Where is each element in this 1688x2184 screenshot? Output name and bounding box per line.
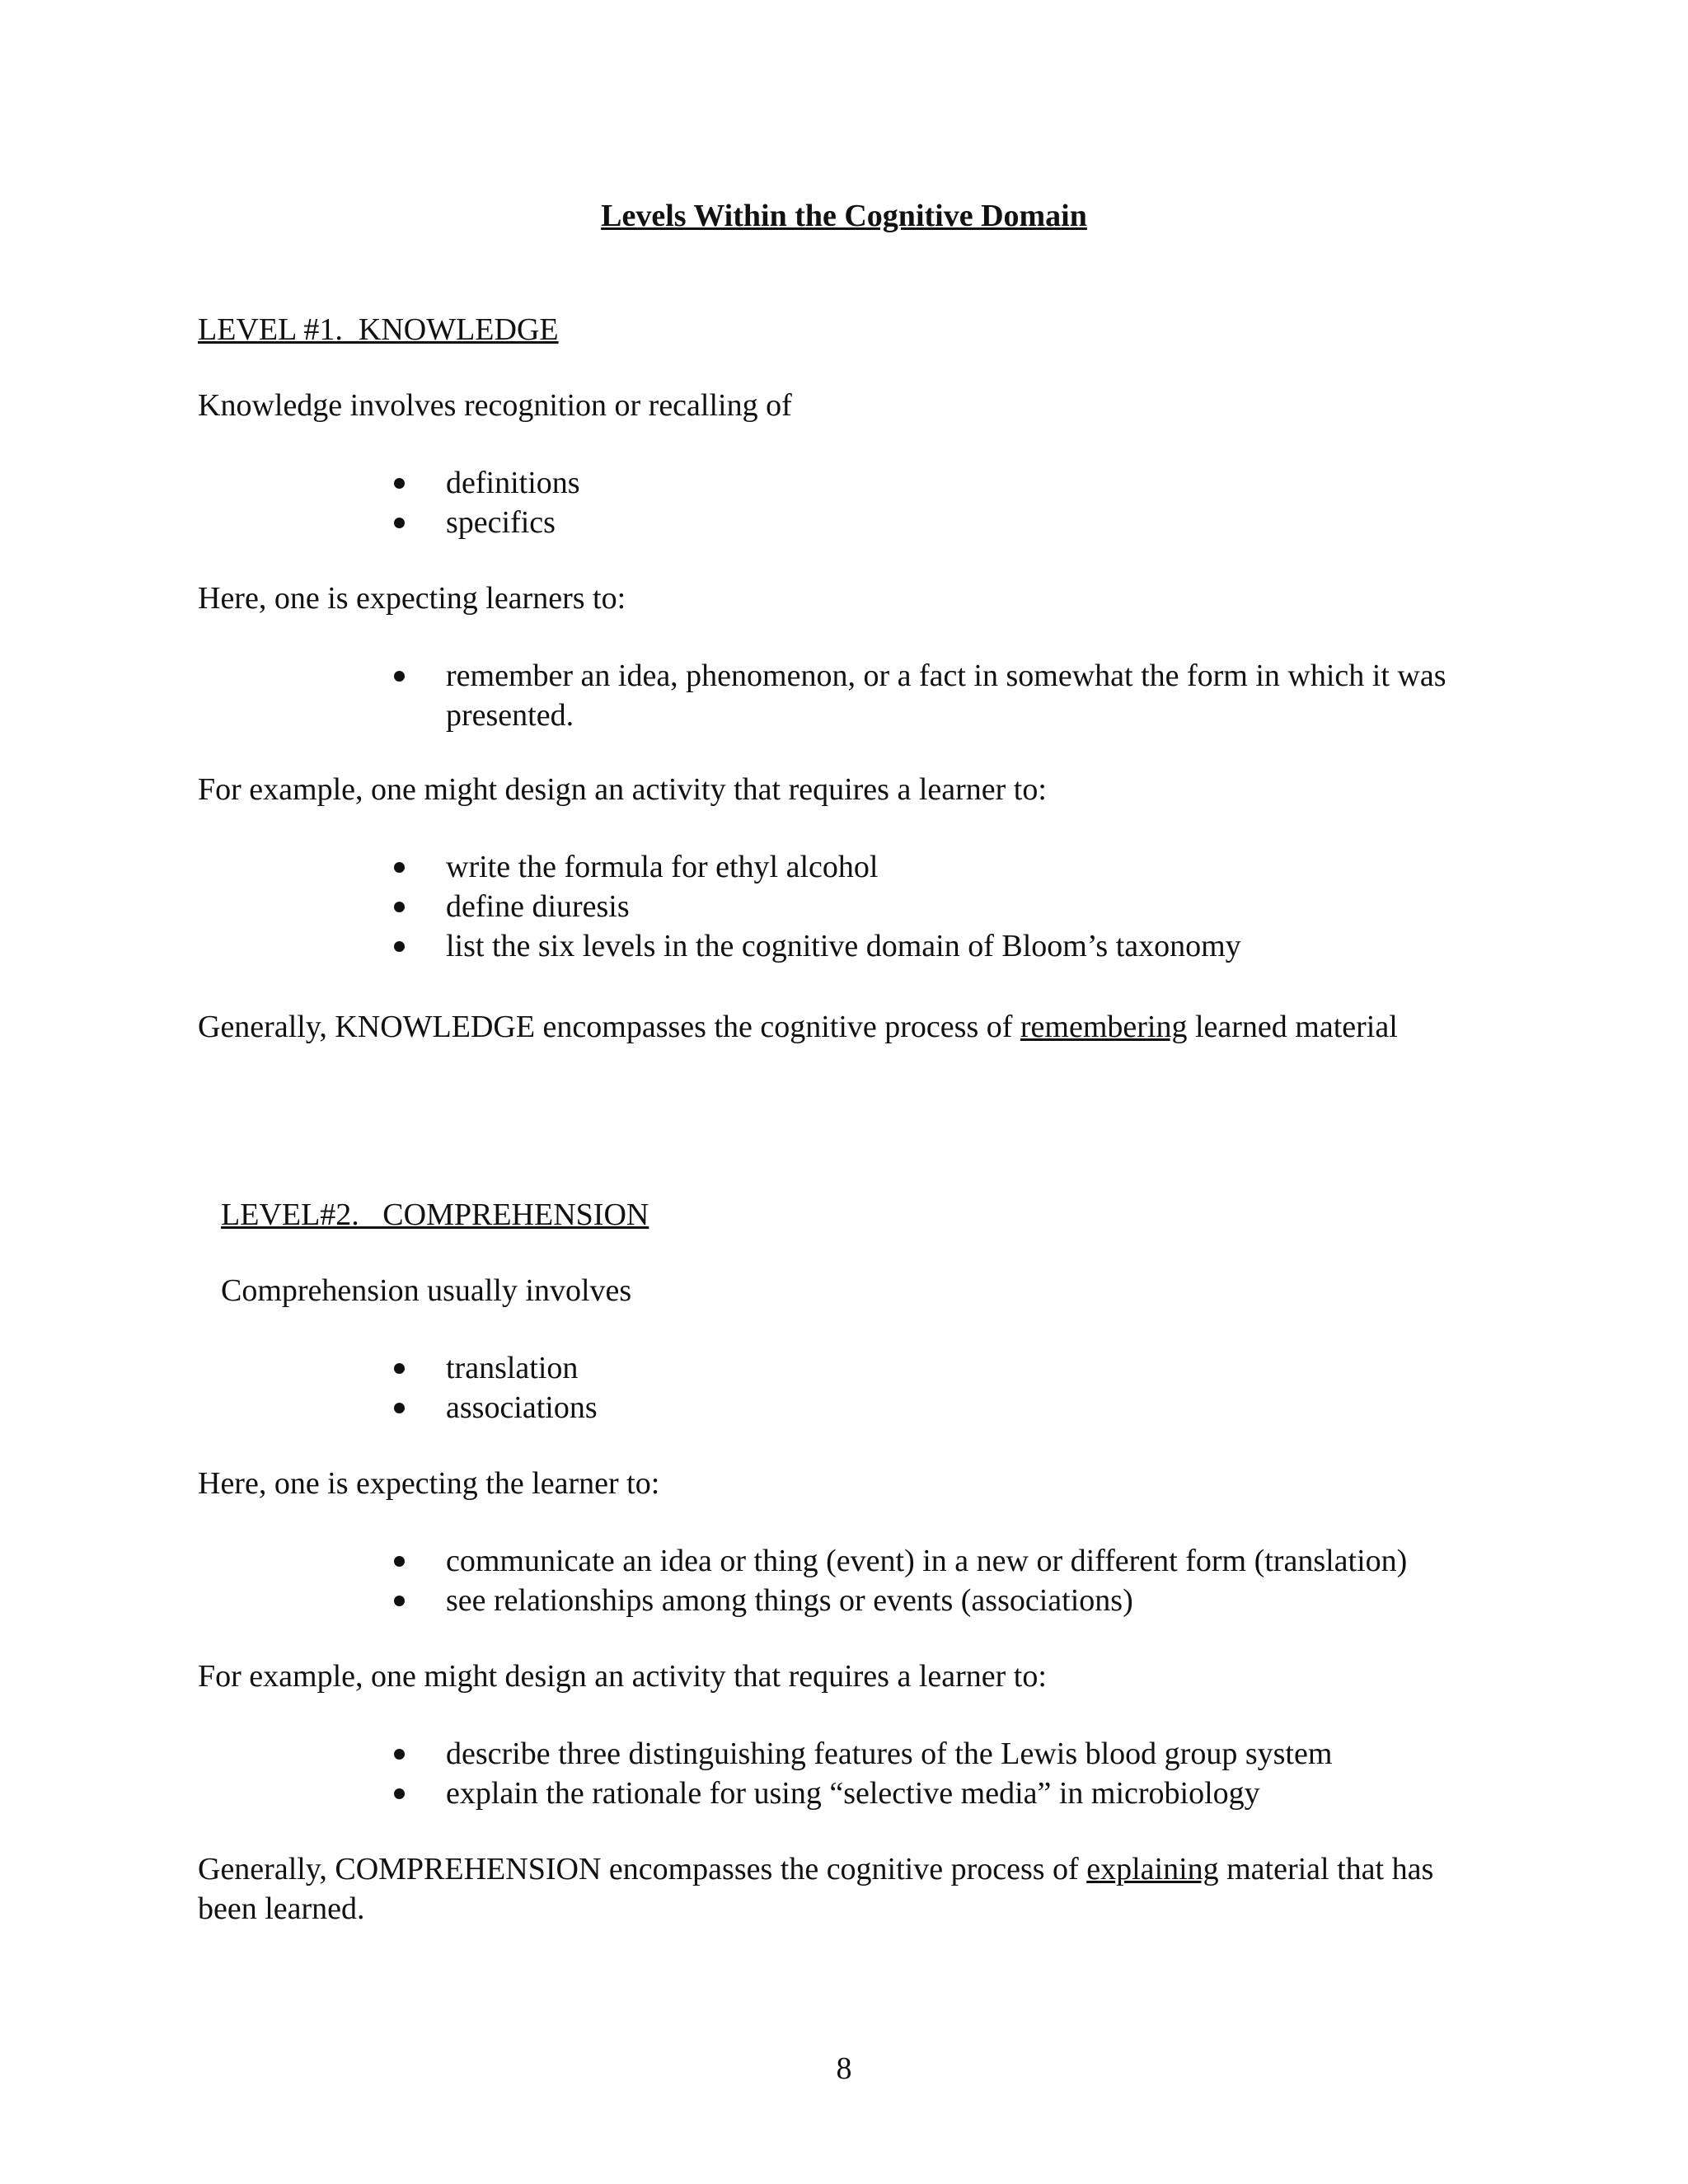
- summary-term: remembering: [1020, 1010, 1188, 1044]
- level1-intro-list: [394, 463, 580, 542]
- level2-intro-list: [394, 1348, 598, 1427]
- list-item: associations: [394, 1388, 598, 1427]
- list-item: see relationships among things or events (associations): [394, 1581, 1407, 1620]
- level1-intro: Knowledge involves recognition or recalling of: [198, 388, 792, 423]
- list-item: list the six levels in the cognitive domain of Bloom’s taxonomy: [394, 926, 1241, 966]
- bullet-icon: [394, 902, 405, 912]
- level1-example-label: For example, one might design an activity that requires a learner to:: [198, 772, 1047, 807]
- page-number: 8: [836, 2051, 852, 2086]
- level1-expect-list: [394, 656, 1460, 735]
- bullet-icon: [394, 1556, 405, 1567]
- level2-summary: Generally, COMPREHENSION encompasses the cognitive process of explaining material that has been learned.: [198, 1852, 1434, 1926]
- list-item: define diuresis: [394, 887, 1241, 926]
- level2-example-list: [394, 1734, 1332, 1813]
- level1-summary: Generally, KNOWLEDGE encompasses the cognitive process of remembering learned material: [198, 1010, 1398, 1044]
- level2-intro: Comprehension usually involves: [221, 1273, 632, 1308]
- list-item: translation: [394, 1348, 598, 1388]
- level2-example-label: For example, one might design an activity that requires a learner to:: [198, 1659, 1047, 1694]
- level2-expect-list: [394, 1541, 1407, 1620]
- summary-term: explaining: [1086, 1852, 1219, 1886]
- list-item: write the formula for ethyl alcohol: [394, 847, 1241, 887]
- level1-expect-label: Here, one is expecting learners to:: [198, 581, 626, 616]
- bullet-icon: [394, 1403, 405, 1413]
- page-title: Levels Within the Cognitive Domain: [601, 199, 1087, 233]
- bullet-icon: [394, 1788, 405, 1799]
- list-item: communicate an idea or thing (event) in a new or different form (translation): [394, 1541, 1407, 1581]
- list-item: describe three distinguishing features of the Lewis blood group system: [394, 1734, 1332, 1774]
- level2-expect-label: Here, one is expecting the learner to:: [198, 1466, 660, 1501]
- bullet-icon: [394, 941, 405, 952]
- level2-heading: LEVEL#2. COMPREHENSION: [221, 1197, 649, 1232]
- bullet-icon: [394, 862, 405, 873]
- level1-example-list: [394, 847, 1241, 966]
- list-item: definitions: [394, 463, 580, 503]
- bullet-icon: [394, 518, 405, 528]
- bullet-icon: [394, 1749, 405, 1760]
- level1-heading: LEVEL #1. KNOWLEDGE: [198, 312, 559, 347]
- list-item: remember an idea, phenomenon, or a fact in somewhat the form in which it was presented.: [394, 656, 1460, 735]
- bullet-icon: [394, 671, 405, 682]
- list-item: specifics: [394, 503, 580, 542]
- bullet-icon: [394, 1596, 405, 1606]
- bullet-icon: [394, 1363, 405, 1374]
- bullet-icon: [394, 478, 405, 489]
- list-item: explain the rationale for using “selective media” in microbiology: [394, 1774, 1332, 1813]
